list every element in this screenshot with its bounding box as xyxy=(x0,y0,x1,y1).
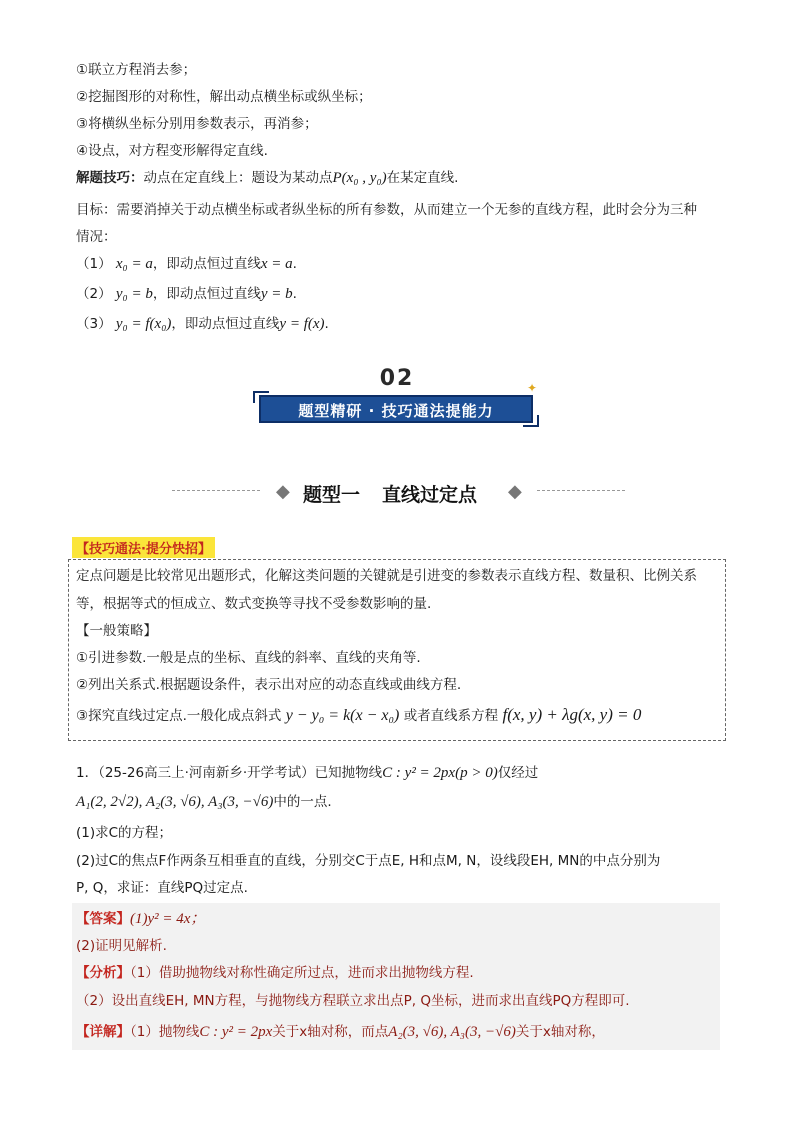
sparkle-icon: ✦ xyxy=(527,381,538,395)
technique-point: P(x₀ , y₀) xyxy=(332,170,387,186)
technique-line xyxy=(76,166,458,187)
section-number: 02 xyxy=(379,366,415,391)
detail-text-b: 关于x轴对称，而点 xyxy=(272,1024,389,1040)
case-expr: y₀ = f(x₀) xyxy=(115,316,172,332)
diamond-icon: ◆ xyxy=(508,481,522,502)
step3-text-b: 或者直线系方程 xyxy=(403,708,499,724)
case-mid: ，即动点恒过直线 xyxy=(152,256,261,272)
question-2-line-1: (2)过C的焦点F作两条互相垂直的直线，分别交C于点E, H和点M, N，设线段EH, MN的中点分别为 xyxy=(76,853,661,869)
case-end: . xyxy=(324,316,329,332)
topic-heading xyxy=(0,478,794,504)
problem-line-1 xyxy=(76,761,538,782)
detail-equation: C : y² = 2px xyxy=(199,1024,273,1040)
problem-line-2 xyxy=(76,790,332,811)
case-mid: ，即动点恒过直线 xyxy=(152,286,261,302)
question-2-line-2: P, Q，求证：直线PQ过定点. xyxy=(76,880,248,896)
answer-1: (1)y² = 4x； xyxy=(130,911,206,927)
strategy-step-3 xyxy=(76,704,641,725)
analysis-1: （1）借助抛物线对称性确定所过点，进而求出抛物线方程. xyxy=(130,965,474,981)
detail-points: A₂(3, √6), A₃(3, −√6) xyxy=(388,1024,516,1040)
section-banner xyxy=(253,391,539,427)
problem-points: A₁(2, 2√2), A₂(3, √6), A₃(3, −√6) xyxy=(76,794,274,810)
tip-intro-2: 等，根据等式的恒成立、数式变换等寻找不受参数影响的量. xyxy=(76,596,432,612)
problem-text: 仅经过 xyxy=(497,765,539,781)
technique-text-a: 动点在定直线上：题设为某动点 xyxy=(143,170,333,186)
tip-intro-1: 定点问题是比较常见出题形式，化解这类问题的关键就是引进变的参数表示直线方程、数量积、比例关系 xyxy=(76,568,697,584)
topic-label: 题型一 xyxy=(303,484,361,506)
case-line: y = f(x) xyxy=(279,316,325,332)
banner-text: 题型精研 · 技巧通法提能力 xyxy=(298,402,494,420)
case-line: y = b xyxy=(260,286,293,302)
case-num: （1） xyxy=(76,256,112,272)
technique-text-b: 在某定直线. xyxy=(386,170,459,186)
step3-formula-1: y − y₀ = k(x − x₀) xyxy=(285,707,400,724)
detail-text-c: 关于x轴对称， xyxy=(515,1024,605,1040)
detail-label: 【详解】 xyxy=(76,1024,130,1040)
analysis-line-2: （2）设出直线EH, MN方程，与抛物线方程联立求出点P, Q坐标，进而求出直线PQ方程即可. xyxy=(76,993,630,1009)
case-end: . xyxy=(292,286,297,302)
answer-line-2: (2)证明见解析. xyxy=(76,938,167,954)
list-item-1: ①联立方程消去参； xyxy=(76,62,197,78)
analysis-line-1 xyxy=(76,961,474,981)
tip-tag: 【技巧通法·提分快招】 xyxy=(72,537,215,558)
answer-label: 【答案】 xyxy=(76,911,130,927)
strategy-heading: 【一般策略】 xyxy=(76,623,157,639)
strategy-step-1: ①引进参数.一般是点的坐标、直线的斜率、直线的夹角等. xyxy=(76,650,421,666)
case-end: . xyxy=(292,256,297,272)
technique-label: 解题技巧： xyxy=(76,170,144,186)
case-3 xyxy=(76,312,329,333)
goal-line-2: 情况： xyxy=(76,229,117,245)
goal-line-1: 目标：需要消掉关于动点横坐标或者纵坐标的所有参数，从而建立一个无参的直线方程，此时会分为三种 xyxy=(76,202,697,218)
case-num: （3） xyxy=(76,316,112,332)
list-item-4: ④设点，对方程变形解得定直线. xyxy=(76,143,268,159)
detail-text-a: （1）抛物线 xyxy=(130,1024,200,1040)
topic-title xyxy=(303,480,477,507)
topic-name: 直线过定点 xyxy=(382,484,478,506)
answer-line-1 xyxy=(76,907,205,928)
problem-text: 中的一点. xyxy=(273,794,332,810)
divider xyxy=(172,490,260,491)
detail-line-1 xyxy=(76,1020,605,1041)
case-expr: x₀ = a xyxy=(115,256,153,272)
list-item-3: ③将横纵坐标分别用参数表示，再消参； xyxy=(76,116,318,132)
strategy-step-2: ②列出关系式.根据题设条件，表示出对应的动态直线或曲线方程. xyxy=(76,677,462,693)
divider xyxy=(537,490,625,491)
step3-formula-2: f(x, y) + λg(x, y) = 0 xyxy=(502,705,642,724)
case-num: （2） xyxy=(76,286,112,302)
case-1 xyxy=(76,252,297,273)
case-expr: y₀ = b xyxy=(115,286,153,302)
diamond-icon: ◆ xyxy=(276,481,290,502)
problem-source: 1．（25-26高三上·河南新乡·开学考试）已知抛物线 xyxy=(76,765,383,781)
case-line: x = a xyxy=(260,256,293,272)
case-mid: ，即动点恒过直线 xyxy=(171,316,280,332)
case-2 xyxy=(76,282,297,303)
list-item-2: ②挖掘图形的对称性，解出动点横坐标或纵坐标； xyxy=(76,89,372,105)
parabola-equation: C : y² = 2px(p > 0) xyxy=(382,765,498,781)
step3-text-a: ③探究直线过定点.一般化成点斜式 xyxy=(76,708,282,724)
analysis-label: 【分析】 xyxy=(76,965,130,981)
question-1: (1)求C的方程； xyxy=(76,825,173,841)
